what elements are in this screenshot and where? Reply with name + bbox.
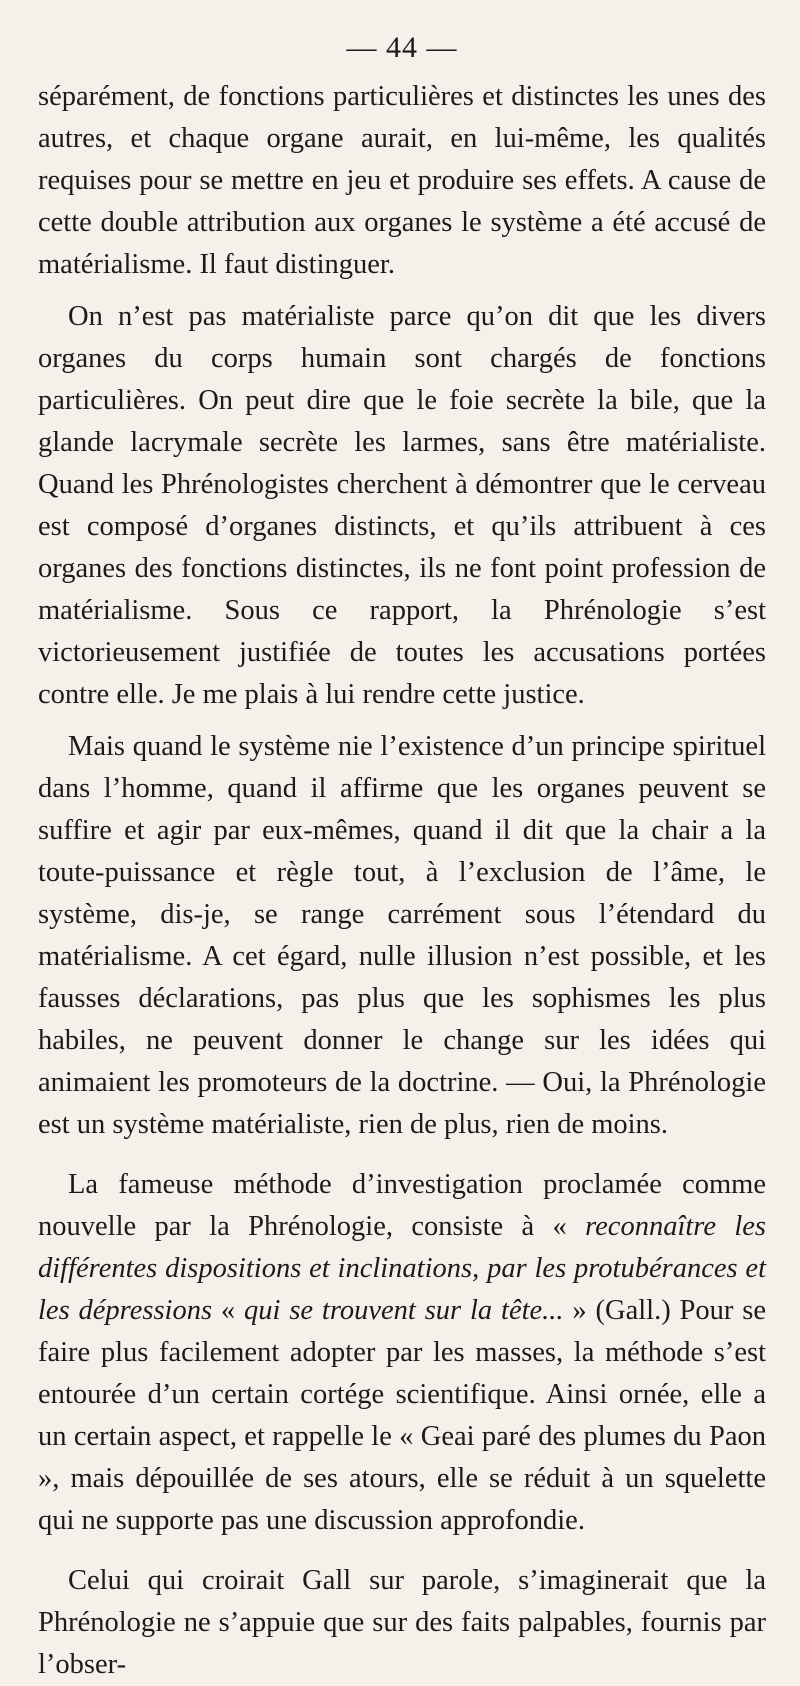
paragraph-1: séparément, de fonctions particulières et distinctes les unes des autres, et chaque organe aurait, en lui-même, les qualités requises pour se mettre en jeu et produire ses effets. A cause de cette double attribution aux organes le système a été accusé de matérialisme. Il faut distinguer. [38,81,766,280]
page-number: — 44 — [346,31,458,64]
quote-open-mark: « [220,1295,245,1326]
paragraph-4-intro: La fameuse méthode d’investigation proclamée comme nouvelle par la Phrénologie, consiste à « [38,1169,766,1242]
paragraph-4-rest: » (Gall.) Pour se faire plus facilement adopter par les masses, la méthode s’est entourée d’un certain cortége scientifique. Ainsi ornée, elle a un certain aspect, et rappelle le « Geai paré des plumes du Paon », mais dépouillée de ses atours, elle se réduit à un squelette qui ne supporte pas une discussion approfondie. [38,1295,767,1536]
paragraph-3: Mais quand le système nie l’existence d’un principe spirituel dans l’homme, quand il affirme que les organes peuvent se suffire et agir par eux-mêmes, quand il dit que la chair a la toute-puissance et règle tout, à l’exclusion de l’âme, le système, dis-je, se range carrément sous l’étendard du matérialisme. A cet égard, nulle illusion n’est possible, et les fausses déclarations, pas plus que les sophismes les plus habiles, ne peuvent donner le change sur les idées qui animaient les promoteurs de la doctrine. — Oui, la Phrénologie est un système matérialiste, rien de plus, rien de moins. [38,731,766,1140]
paragraph-5: Celui qui croirait Gall sur parole, s’imaginerait que la Phrénologie ne s’appuie que sur des faits palpables, fournis par l’obser- [38,1565,766,1680]
gall-quote-line-1: reconnaître les différentes dispositions et inclinations, par les protubérances et les dépressions [38,1211,766,1326]
gall-quote-line-2: qui se trouvent sur la tête... [244,1295,564,1326]
paragraph-4 [38,1164,766,1542]
paragraph-2: On n’est pas matérialiste parce qu’on dit que les divers organes du corps humain sont chargés de fonctions particulières. On peut dire que le foie secrète la bile, que la glande lacrymale secrète les larmes, sans être matérialiste. Quand les Phrénologistes cherchent à démontrer que le cerveau est composé d’organes distincts, et qu’ils attribuent à ces organes des fonctions distinctes, ils ne font point profession de matérialisme. Sous ce rapport, la Phrénologie s’est victorieusement justifiée de toutes les accusations portées contre elle. Je me plais à lui rendre cette justice. [38,301,766,710]
